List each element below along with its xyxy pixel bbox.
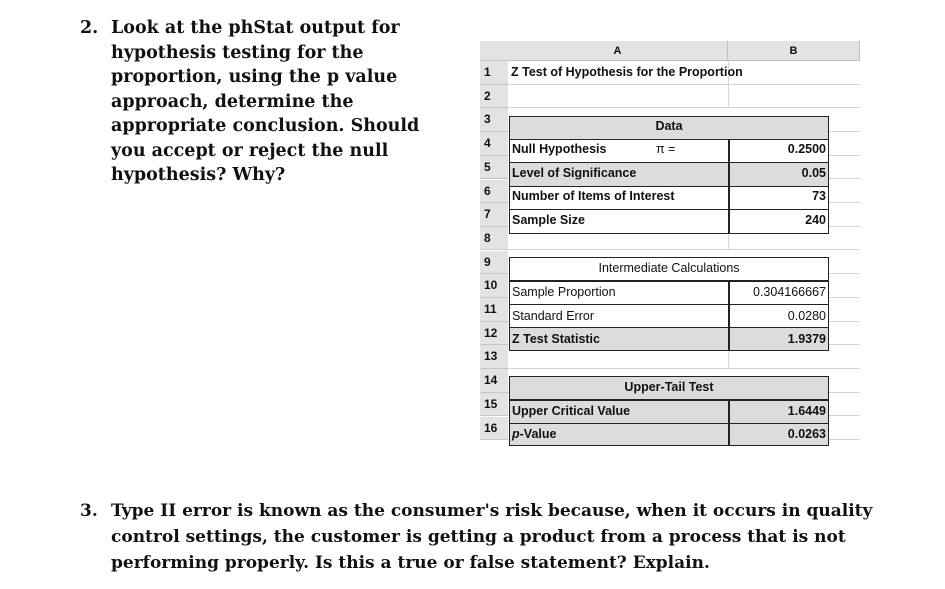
- row-number-1[interactable]: 1: [480, 61, 508, 85]
- question-2-number: 2.: [80, 18, 99, 38]
- sample-proportion-label: Sample Proportion: [512, 285, 616, 299]
- row-number-10[interactable]: 10: [480, 274, 508, 298]
- column-header-b[interactable]: B: [728, 41, 860, 61]
- row-number-16[interactable]: 16: [480, 417, 508, 441]
- row-number-4[interactable]: 4: [480, 132, 508, 156]
- sample-size-label: Sample Size: [512, 213, 585, 227]
- p-value-label: [512, 423, 556, 446]
- row-number-5[interactable]: 5: [480, 156, 508, 180]
- column-header-row: [480, 41, 860, 61]
- sheet-row-1: [480, 61, 860, 85]
- sample-proportion-value: 0.304166667: [753, 285, 826, 299]
- significance-value: 0.05: [801, 166, 826, 180]
- p-value: 0.0263: [787, 427, 826, 441]
- question-3: [80, 498, 920, 576]
- p-value-label-rest: -Value: [519, 427, 557, 441]
- row-number-13[interactable]: 13: [480, 345, 508, 369]
- data-header: Data: [655, 119, 683, 133]
- standard-error-label: Standard Error: [512, 309, 594, 323]
- sample-size-value: 240: [805, 213, 826, 227]
- row-number-14[interactable]: 14: [480, 369, 508, 393]
- upper-critical-label: Upper Critical Value: [512, 404, 631, 418]
- question-2: [80, 16, 430, 188]
- sheet-title: Z Test of Hypothesis for the Proportion: [511, 65, 743, 79]
- z-stat-label: Z Test Statistic: [512, 332, 600, 346]
- null-hypothesis-label: Null Hypothesis: [512, 142, 607, 156]
- z-stat-value: 1.9379: [787, 332, 826, 346]
- null-hypothesis-value: 0.2500: [787, 142, 826, 156]
- p-value-label-italic: p: [512, 427, 520, 441]
- question-3-number: 3.: [80, 501, 98, 521]
- upper-critical-value: 1.6449: [787, 404, 826, 418]
- standard-error-value: 0.0280: [787, 309, 826, 323]
- question-3-text: Type II error is known as the consumer's risk because, when it occurs in quality control settings, the customer is getting a product from a process that is not performing properly. Is this a true or false statement? Explain.: [111, 501, 873, 573]
- sheet-row-2: [480, 85, 860, 109]
- row-number-9[interactable]: 9: [480, 251, 508, 275]
- column-header-a[interactable]: A: [508, 41, 728, 61]
- row-number-11[interactable]: 11: [480, 298, 508, 322]
- items-label: Number of Items of Interest: [512, 189, 675, 203]
- select-all-corner[interactable]: [480, 41, 508, 61]
- upper-tail-header: Upper-Tail Test: [624, 380, 714, 394]
- intermediate-header: Intermediate Calculations: [598, 261, 740, 275]
- items-value: 73: [812, 189, 826, 203]
- question-2-text: Look at the phStat output for hypothesis testing for the proportion, using the p value approach, determine the appropriate conclusion. Should you accept or reject the null hypothesis? Why?: [111, 18, 420, 185]
- row-number-8[interactable]: 8: [480, 227, 508, 251]
- row-number-6[interactable]: 6: [480, 180, 508, 204]
- row-number-7[interactable]: 7: [480, 203, 508, 227]
- row-number-3[interactable]: 3: [480, 108, 508, 132]
- row-number-12[interactable]: 12: [480, 322, 508, 346]
- significance-label: Level of Significance: [512, 166, 637, 180]
- pi-symbol: π =: [656, 142, 676, 156]
- row-number-15[interactable]: 15: [480, 393, 508, 417]
- row-number-2[interactable]: 2: [480, 85, 508, 109]
